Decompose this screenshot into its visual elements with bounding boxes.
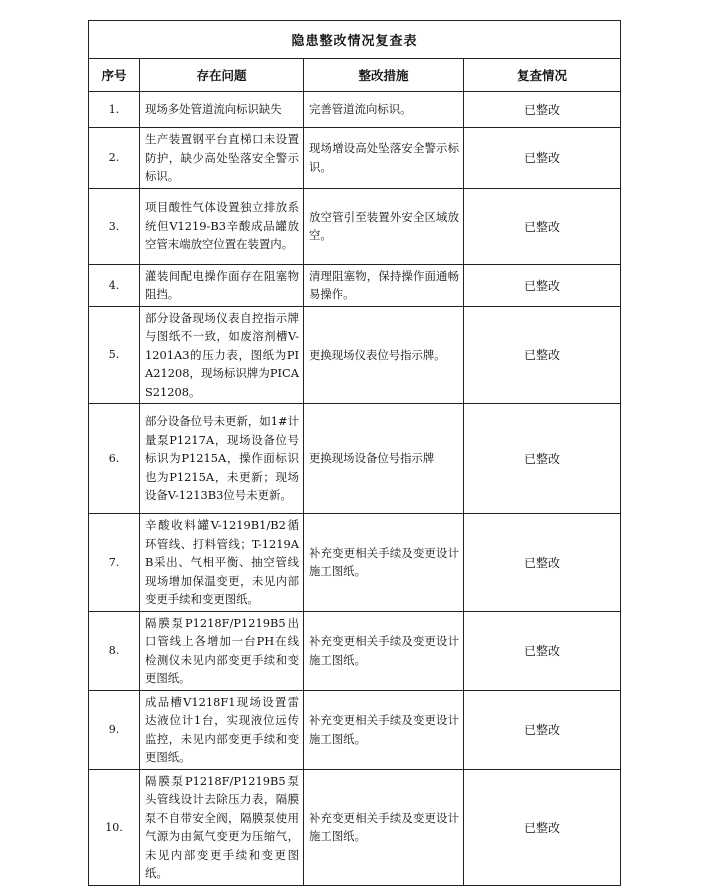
row-issue: 辛酸收料罐V-1219B1/B2循环管线、打料管线；T-1219AB采出、气相平衡、抽空管线现场增加保温变更，未见内部变更手续和变更图纸。 <box>145 518 299 606</box>
row-status: 已整改 <box>464 404 621 514</box>
header-issue: 存在问题 <box>140 59 304 92</box>
rectification-table <box>88 20 621 886</box>
row-issue: 部分设备位号未更新，如1#计量泵P1217A，现场设备位号标识为P1215A，操作面标识也为P1215A，未更新；现场设备V-1213B3位号未更新。 <box>145 414 299 503</box>
row-issue: 成品槽V1218F1现场设置雷达液位计1台，实现液位远传监控，未见内部变更手续和变更图纸。 <box>145 694 299 764</box>
table-row <box>89 611 621 690</box>
table-row <box>89 306 621 404</box>
row-measure: 更换现场仪表位号指示牌。 <box>309 347 446 362</box>
row-number: 2. <box>89 128 140 189</box>
table-row <box>89 404 621 514</box>
row-number: 10. <box>89 769 140 885</box>
row-measure: 补充变更相关手续及变更设计施工图纸。 <box>309 545 459 579</box>
row-measure: 补充变更相关手续及变更设计施工图纸。 <box>309 713 459 746</box>
row-number: 4. <box>89 264 140 306</box>
table-row <box>89 769 621 885</box>
row-number: 3. <box>89 188 140 264</box>
row-issue: 生产装置钢平台直梯口未设置防护，缺少高处坠落安全警示标识。 <box>145 132 299 183</box>
row-measure: 补充变更相关手续及变更设计施工图纸。 <box>309 810 459 843</box>
row-status: 已整改 <box>464 128 621 189</box>
row-measure: 补充变更相关手续及变更设计施工图纸。 <box>309 634 459 667</box>
row-measure: 更换现场设备位号指示牌 <box>309 451 435 466</box>
row-status: 已整改 <box>464 690 621 769</box>
table-row <box>89 690 621 769</box>
table-row <box>89 514 621 612</box>
row-status: 已整改 <box>464 306 621 404</box>
table-row <box>89 128 621 189</box>
row-issue: 灌装间配电操作面存在阻塞物阻挡。 <box>145 268 299 301</box>
row-status: 已整改 <box>464 514 621 612</box>
inspection-sheet <box>88 20 620 886</box>
row-number: 7. <box>89 514 140 612</box>
table-row <box>89 92 621 128</box>
header-measure: 整改措施 <box>304 59 464 92</box>
row-issue: 现场多处管道流向标识缺失 <box>145 102 282 117</box>
row-issue: 项目酸性气体设置独立排放系统但V1219-B3辛酸成品罐放空管末端放空位置在装置内。 <box>145 200 299 252</box>
row-status: 已整改 <box>464 188 621 264</box>
table-row <box>89 264 621 306</box>
table-title: 隐患整改情况复查表 <box>89 21 621 59</box>
row-status: 已整改 <box>464 611 621 690</box>
row-number: 6. <box>89 404 140 514</box>
row-measure: 清理阻塞物，保持操作面通畅易操作。 <box>309 268 459 301</box>
row-number: 1. <box>89 92 140 128</box>
row-number: 8. <box>89 611 140 690</box>
row-issue: 隔膜泵P1218F/P1219B5泵头管线设计去除压力表，隔膜泵不自带安全阀，隔膜泵使用气源为由氮气变更为压缩气，未见内部变更手续和变更图纸。 <box>145 773 299 880</box>
header-row <box>89 59 621 92</box>
row-measure: 放空管引至装置外安全区域放空。 <box>309 209 459 242</box>
row-status: 已整改 <box>464 92 621 128</box>
row-issue: 部分设备现场仪表自控指示牌与图纸不一致，如废溶剂槽V-1201A3的压力表，图纸为PIA21208，现场标识牌为PICAS21208。 <box>145 310 299 399</box>
header-status: 复查情况 <box>464 59 621 92</box>
row-measure: 现场增设高处坠落安全警示标识。 <box>309 141 459 174</box>
header-no: 序号 <box>89 59 140 92</box>
row-measure: 完善管道流向标识。 <box>309 102 412 117</box>
row-number: 9. <box>89 690 140 769</box>
row-issue: 隔膜泵P1218F/P1219B5出口管线上各增加一台PH在线检测仪未见内部变更手续和变更图纸。 <box>145 615 299 685</box>
row-status: 已整改 <box>464 769 621 885</box>
row-number: 5. <box>89 306 140 404</box>
table-row <box>89 188 621 264</box>
row-status: 已整改 <box>464 264 621 306</box>
